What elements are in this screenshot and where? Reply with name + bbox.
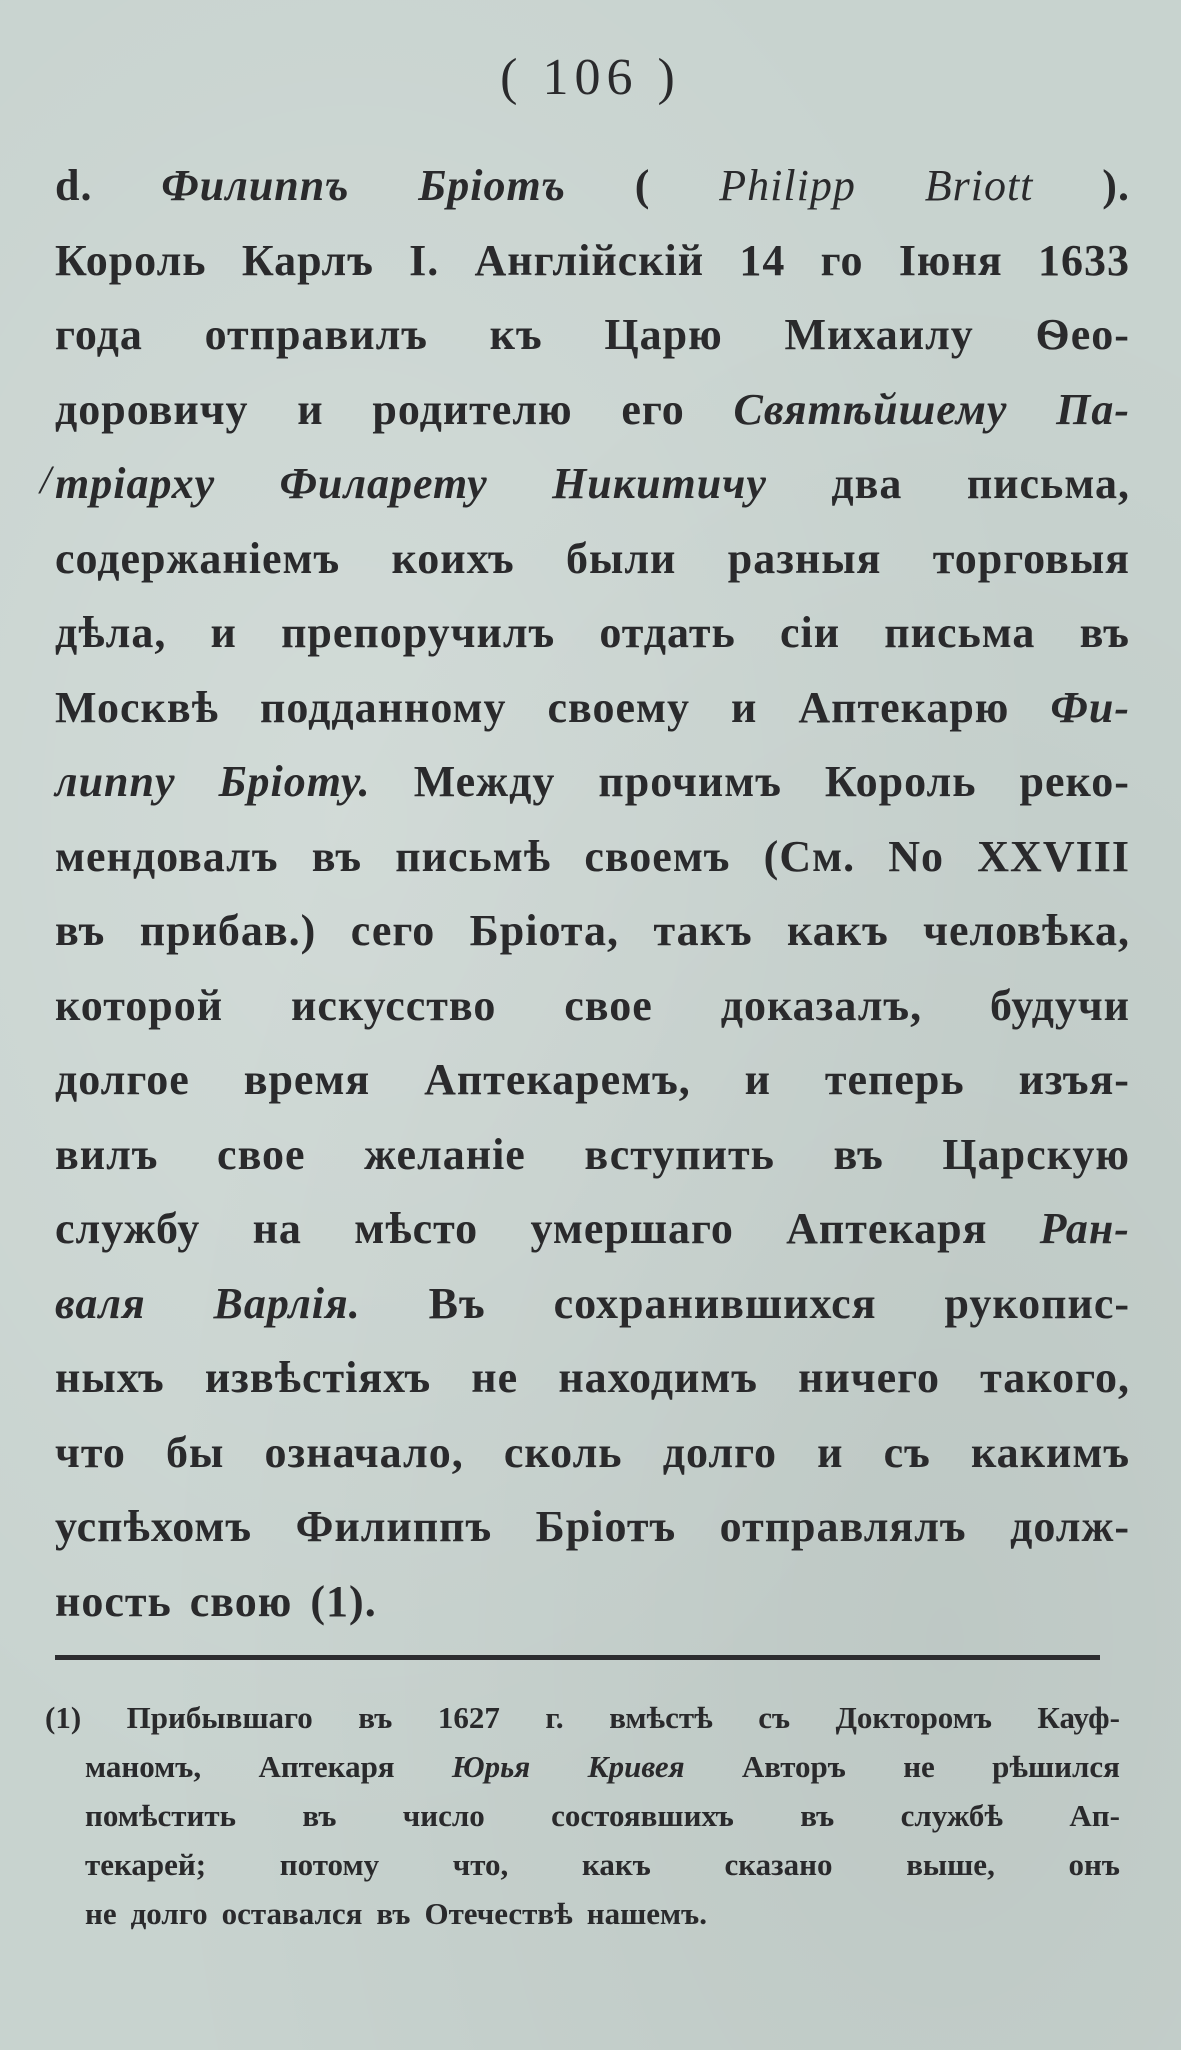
text-line bbox=[55, 1054, 1130, 1129]
word: службѣ bbox=[900, 1798, 1004, 1833]
word: извѣстіяхъ bbox=[204, 1353, 432, 1402]
word: будучи bbox=[990, 980, 1130, 1030]
word: въ bbox=[800, 1798, 835, 1833]
word: текарей; bbox=[85, 1847, 207, 1882]
word: I. bbox=[409, 235, 440, 285]
word: (1) bbox=[45, 1700, 82, 1735]
word: находимъ bbox=[558, 1353, 758, 1402]
word: означало, bbox=[264, 1427, 464, 1477]
word: свое bbox=[564, 980, 653, 1030]
word: онъ bbox=[1068, 1847, 1120, 1882]
word: Кривея bbox=[587, 1749, 685, 1784]
word: ничего bbox=[798, 1353, 941, 1402]
text-line bbox=[55, 1129, 1130, 1204]
text-line bbox=[55, 1501, 1130, 1576]
word: какъ bbox=[787, 906, 889, 955]
word: помѣстить bbox=[85, 1798, 236, 1833]
word: ). bbox=[1102, 161, 1130, 210]
text-line bbox=[55, 309, 1130, 384]
word: Прибывшаго bbox=[126, 1700, 313, 1735]
word: въ bbox=[1079, 608, 1130, 657]
word: Святѣйшему bbox=[733, 384, 1008, 434]
word: сіи bbox=[779, 608, 841, 657]
text-line bbox=[55, 1203, 1130, 1278]
word: Ап- bbox=[1069, 1798, 1120, 1833]
word: доровичу bbox=[55, 384, 249, 434]
word: Юрья bbox=[451, 1749, 531, 1784]
word: съ bbox=[883, 1427, 931, 1477]
word: Михаилу bbox=[784, 310, 974, 359]
word: Король bbox=[55, 235, 207, 285]
word: вилъ bbox=[55, 1129, 159, 1179]
footnote-line bbox=[45, 1798, 1120, 1847]
word: XXVIII bbox=[977, 831, 1130, 881]
word: Никитичу bbox=[552, 459, 767, 508]
word: реко- bbox=[1019, 757, 1130, 806]
word: Король bbox=[824, 757, 977, 806]
word: подданному bbox=[260, 682, 507, 732]
word: Philipp bbox=[719, 161, 856, 210]
word: мѣсто bbox=[354, 1204, 479, 1253]
word: 14 bbox=[739, 235, 786, 285]
text-line bbox=[55, 160, 1130, 235]
word: на bbox=[252, 1204, 302, 1253]
margin-mark: / bbox=[40, 457, 52, 502]
text-line bbox=[55, 1427, 1130, 1502]
word: разныя bbox=[727, 533, 882, 583]
word: No bbox=[888, 831, 945, 881]
text-line bbox=[55, 1352, 1130, 1427]
word: отправлялъ bbox=[719, 1502, 967, 1551]
word: d. bbox=[55, 161, 93, 210]
word: сказано bbox=[724, 1847, 833, 1882]
word: Между bbox=[413, 757, 556, 806]
word: Фи- bbox=[1050, 682, 1130, 732]
word: Бріоту. bbox=[218, 757, 371, 806]
word: Отечествѣ bbox=[424, 1896, 573, 1931]
word: бы bbox=[166, 1427, 225, 1477]
word: желаніе bbox=[364, 1129, 526, 1179]
word: въ bbox=[55, 906, 106, 955]
word: 1627 bbox=[437, 1700, 500, 1735]
word: и bbox=[297, 384, 324, 434]
word: доказалъ, bbox=[720, 980, 923, 1030]
text-line bbox=[55, 905, 1130, 980]
word: и bbox=[210, 608, 237, 657]
page-number: ( 106 ) bbox=[500, 49, 681, 106]
word: долго bbox=[130, 1896, 208, 1931]
text-line bbox=[55, 384, 1130, 459]
word: число bbox=[402, 1798, 485, 1833]
word: изъя- bbox=[1018, 1055, 1130, 1104]
word: своему bbox=[547, 682, 690, 732]
word: Бріота, bbox=[469, 906, 620, 955]
word: сохранившихся bbox=[553, 1278, 877, 1328]
footnote-rule bbox=[55, 1655, 1100, 1660]
word: Филиппъ bbox=[295, 1502, 493, 1551]
word: какимъ bbox=[970, 1427, 1130, 1477]
word: вступить bbox=[584, 1129, 775, 1179]
word: дѣла, bbox=[55, 608, 167, 657]
word: оставался bbox=[221, 1896, 363, 1931]
word: и bbox=[817, 1427, 844, 1477]
word: не bbox=[85, 1896, 117, 1931]
word: къ bbox=[489, 310, 543, 359]
word: въ bbox=[358, 1700, 393, 1735]
word: ность bbox=[55, 1576, 172, 1626]
word: прибав.) bbox=[139, 906, 317, 955]
word: успѣхомъ bbox=[55, 1502, 253, 1551]
word: коихъ bbox=[391, 533, 515, 583]
word: Аптекаря bbox=[258, 1749, 395, 1784]
text-line bbox=[55, 533, 1130, 608]
word: такого, bbox=[980, 1353, 1130, 1402]
word: рѣшился bbox=[992, 1749, 1120, 1784]
word: Ѳео- bbox=[1035, 310, 1130, 359]
word: (1). bbox=[310, 1576, 377, 1626]
word: препоручилъ bbox=[281, 608, 556, 657]
text-line bbox=[55, 1278, 1130, 1353]
word: Па- bbox=[1056, 384, 1130, 434]
word: такъ bbox=[653, 906, 753, 955]
word: долж- bbox=[1010, 1502, 1130, 1551]
footnote-line bbox=[45, 1749, 1120, 1798]
word: умершаго bbox=[530, 1204, 734, 1253]
word: два bbox=[831, 459, 903, 508]
text-line bbox=[55, 1576, 1130, 1651]
word: въ bbox=[833, 1129, 884, 1179]
word: мендовалъ bbox=[55, 831, 279, 881]
word: (См. bbox=[763, 831, 856, 881]
word: въ bbox=[302, 1798, 337, 1833]
word: Бріотъ bbox=[535, 1502, 677, 1551]
word: Бріотъ bbox=[418, 161, 566, 210]
word: свою bbox=[189, 1576, 293, 1626]
text-line bbox=[55, 458, 1130, 533]
word: въ bbox=[376, 1896, 411, 1931]
word: Филиппъ bbox=[161, 161, 350, 210]
word: валя bbox=[55, 1278, 146, 1328]
text-line bbox=[55, 756, 1130, 831]
word: отправилъ bbox=[204, 310, 428, 359]
text-line bbox=[55, 235, 1130, 310]
text-line bbox=[55, 682, 1130, 757]
word: въ bbox=[311, 831, 363, 881]
word: Москвѣ bbox=[55, 682, 219, 732]
word: долго bbox=[662, 1427, 777, 1477]
word: что bbox=[55, 1427, 126, 1477]
word: Авторъ bbox=[741, 1749, 846, 1784]
word: рукопис- bbox=[944, 1278, 1130, 1328]
word: прочимъ bbox=[598, 757, 782, 806]
word: маномъ, bbox=[85, 1749, 202, 1784]
word: Филарету bbox=[279, 459, 488, 508]
text-line bbox=[55, 607, 1130, 682]
word: съ bbox=[758, 1700, 791, 1735]
word: Англійскій bbox=[474, 235, 705, 285]
word: торговыя bbox=[932, 533, 1130, 583]
text-line bbox=[55, 980, 1130, 1055]
word: выше, bbox=[906, 1847, 995, 1882]
footnote-line bbox=[45, 1896, 1120, 1945]
word: были bbox=[565, 533, 677, 583]
footnote bbox=[45, 1700, 1120, 1945]
word: время bbox=[243, 1055, 371, 1104]
word: какъ bbox=[582, 1847, 651, 1882]
word: и bbox=[730, 682, 758, 732]
word: родителю bbox=[372, 384, 573, 434]
word: г. bbox=[545, 1700, 564, 1735]
word: Варлія. bbox=[213, 1278, 361, 1328]
word: года bbox=[55, 310, 143, 359]
word: нашемъ. bbox=[586, 1896, 707, 1931]
word: письмѣ bbox=[395, 831, 552, 881]
word: и bbox=[744, 1055, 771, 1104]
word: человѣка, bbox=[923, 906, 1130, 955]
word: вмѣстѣ bbox=[609, 1700, 713, 1735]
word: 1633 bbox=[1037, 235, 1130, 285]
word: Царскую bbox=[942, 1129, 1130, 1179]
word: не bbox=[471, 1353, 519, 1402]
word: искусство bbox=[290, 980, 497, 1030]
word: письма, bbox=[966, 459, 1130, 508]
word: долгое bbox=[55, 1055, 190, 1104]
body-text bbox=[55, 160, 1130, 1650]
word: тріарху bbox=[55, 459, 216, 508]
word: сколь bbox=[503, 1427, 623, 1477]
word: ныхъ bbox=[55, 1353, 165, 1402]
word: Докторомъ bbox=[835, 1700, 992, 1735]
footnote-line bbox=[45, 1847, 1120, 1896]
word: потому bbox=[279, 1847, 380, 1882]
word: содержаніемъ bbox=[55, 533, 341, 583]
word: Въ bbox=[428, 1278, 486, 1328]
word: ( bbox=[634, 161, 651, 210]
word: которой bbox=[55, 980, 224, 1030]
word: Ран- bbox=[1039, 1204, 1130, 1253]
word: своемъ bbox=[584, 831, 731, 881]
word: Карлъ bbox=[241, 235, 374, 285]
word: Briott bbox=[924, 161, 1034, 210]
word: липпу bbox=[55, 757, 176, 806]
word: что, bbox=[452, 1847, 509, 1882]
word: Царю bbox=[604, 310, 723, 359]
word: состоявшихъ bbox=[551, 1798, 734, 1833]
word: его bbox=[621, 384, 685, 434]
word: не bbox=[903, 1749, 935, 1784]
word: теперь bbox=[824, 1055, 965, 1104]
text-line bbox=[55, 831, 1130, 906]
footnote-line bbox=[45, 1700, 1120, 1749]
word: Аптекаремъ, bbox=[424, 1055, 691, 1104]
word: Кауф- bbox=[1037, 1700, 1120, 1735]
word: Аптекаря bbox=[786, 1204, 988, 1253]
word: Аптекарю bbox=[798, 682, 1010, 732]
word: Іюня bbox=[898, 235, 1003, 285]
word: службу bbox=[55, 1204, 201, 1253]
word: отдать bbox=[599, 608, 736, 657]
word: го bbox=[820, 235, 864, 285]
word: письма bbox=[884, 608, 1036, 657]
word: свое bbox=[217, 1129, 306, 1179]
word: сего bbox=[350, 906, 436, 955]
